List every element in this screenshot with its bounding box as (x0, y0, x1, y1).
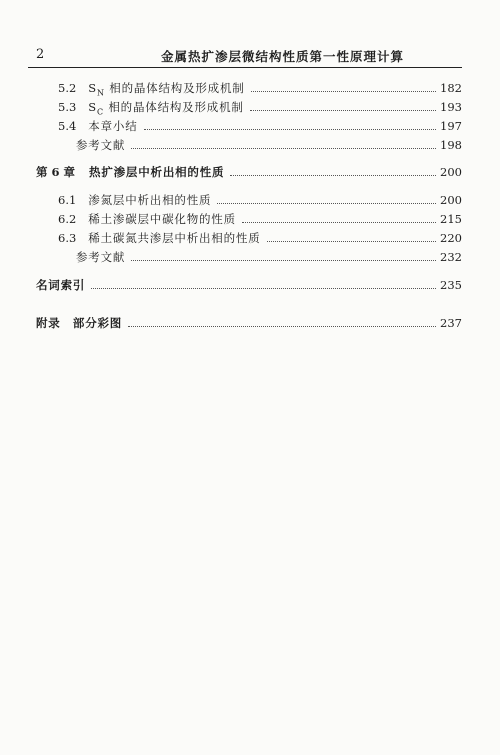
dot-leader (242, 221, 436, 223)
page-ref: 200 (440, 193, 462, 207)
toc-entry-chapter-6[interactable] (36, 164, 462, 180)
section-title: 稀土碳氮共渗层中析出相的性质 (88, 231, 261, 245)
toc-entry-appendix[interactable] (36, 315, 462, 331)
dot-leader (250, 109, 436, 111)
page-ref: 193 (440, 100, 462, 114)
section-number: 5.4 (58, 119, 77, 133)
section-number: 5.3 (58, 100, 77, 114)
running-title: 金属热扩渗层微结构性质第一性原理计算 (160, 49, 404, 64)
section-number: 6.2 (58, 212, 77, 226)
page-ref: 232 (440, 250, 462, 264)
section-title: 参考文献 (76, 138, 126, 152)
section-title: 本章小结 (88, 119, 138, 133)
section-number: 6.1 (58, 193, 77, 207)
page-ref: 197 (440, 119, 462, 133)
dot-leader (144, 128, 437, 130)
toc-entry-6-3[interactable] (58, 230, 462, 246)
page-ref: 215 (440, 212, 462, 226)
dot-leader (131, 147, 436, 149)
page-ref: 200 (440, 165, 462, 179)
page-ref: 235 (440, 278, 462, 292)
page-ref: 220 (440, 231, 462, 245)
dot-leader (217, 202, 436, 204)
section-number: 6.3 (58, 231, 77, 245)
toc-entry-references-6[interactable] (76, 249, 462, 265)
section-title: $S_C$ 相的晶体结构及形成机制 (88, 100, 244, 117)
index-title: 名词索引 (36, 278, 86, 292)
section-title: 渗氮层中析出相的性质 (88, 193, 212, 207)
dot-leader (131, 259, 436, 261)
dot-leader (91, 287, 436, 289)
page-number: 2 (36, 47, 45, 62)
running-header (28, 45, 462, 68)
toc-entry-references-5[interactable] (76, 137, 462, 153)
dot-leader (230, 174, 436, 176)
toc-entry-5-4[interactable] (58, 118, 462, 134)
chapter-number: 第 6 章 (36, 165, 76, 179)
page-ref: 182 (440, 81, 462, 95)
dot-leader (251, 90, 436, 92)
toc-entry-index[interactable] (36, 277, 462, 293)
page-ref: 237 (440, 316, 462, 330)
page-ref: 198 (440, 138, 462, 152)
toc-entry-6-1[interactable] (58, 192, 462, 208)
chapter-title: 热扩渗层中析出相的性质 (89, 165, 225, 179)
dot-leader (128, 325, 436, 327)
section-number: 5.2 (58, 81, 77, 95)
appendix-title: 附录 部分彩图 (36, 316, 123, 330)
section-title: 稀土渗碳层中碳化物的性质 (88, 212, 236, 226)
section-title: $S_N$ 相的晶体结构及形成机制 (88, 81, 245, 98)
dot-leader (267, 240, 437, 242)
toc-entry-6-2[interactable] (58, 211, 462, 227)
section-title: 参考文献 (76, 250, 126, 264)
